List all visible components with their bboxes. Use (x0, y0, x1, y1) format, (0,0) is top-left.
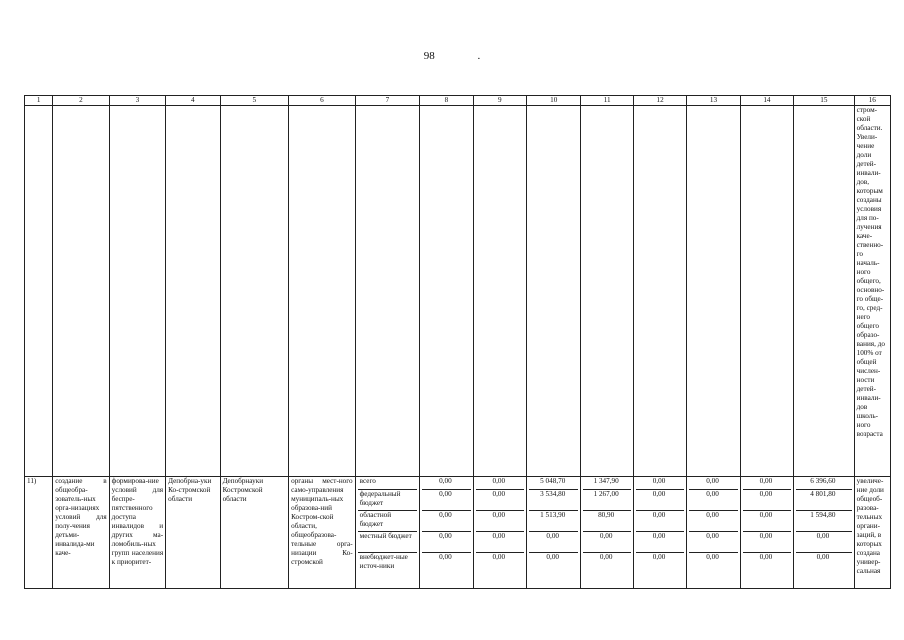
row-11-responsible: Депобрна-уки Ко-стромской области (166, 477, 220, 589)
value-cell: 0,00 (422, 477, 470, 490)
row-11-sources (355, 477, 420, 589)
value-cell: 0,00 (636, 532, 684, 553)
value-cell: 0,00 (743, 490, 791, 511)
cont-cell-2 (53, 106, 109, 477)
value-cell: 0,00 (689, 477, 737, 490)
cont-cell-13 (687, 106, 740, 477)
value-cell: 1 347,90 (583, 477, 630, 490)
row-11-result: увеличе- ние доли общеоб- разова- тельных органи- заций, в которых создана универ- сальная (854, 477, 890, 589)
value-cell: 0,00 (816, 552, 830, 561)
cont-cell-9 (473, 106, 526, 477)
value-cell: 0,00 (636, 477, 684, 490)
row-11-col14 (740, 477, 793, 589)
row-11-col8 (420, 477, 473, 589)
source-total: всего (358, 477, 418, 490)
cont-cell-8 (420, 106, 473, 477)
program-table (24, 95, 891, 589)
value-cell: 0,00 (689, 532, 737, 553)
cont-cell-15 (794, 106, 854, 477)
row-11-col15 (794, 477, 854, 589)
header-row (25, 96, 891, 106)
value-cell: 4 801,80 (796, 490, 851, 511)
cont-cell-11 (581, 106, 633, 477)
row-11-col9 (473, 477, 526, 589)
value-cell: 0,00 (636, 490, 684, 511)
row-11-number: 11) (25, 477, 53, 589)
value-cell: 0,00 (439, 552, 452, 561)
value-cell: 0,00 (706, 552, 719, 561)
header-col-8: 8 (420, 96, 473, 106)
value-cell: 0,00 (689, 490, 737, 511)
row-11-col12 (633, 477, 686, 589)
value-cell: 1 594,80 (796, 511, 851, 532)
row-11-participants: органы мест-ного само-управления муниципаль-ных образова-ний Костром-ской области, общеобразова-тельные орга-низации Ко-стромской (289, 477, 356, 589)
header-col-4: 4 (166, 96, 220, 106)
page-number-text: 98 (423, 50, 435, 62)
value-cell: 0,00 (492, 552, 506, 561)
value-cell: 5 048,70 (529, 477, 578, 490)
continuation-row (25, 106, 891, 477)
cont-cell-4 (166, 106, 220, 477)
header-col-7: 7 (355, 96, 420, 106)
value-cell: 0,00 (743, 511, 791, 532)
header-col-6: 6 (289, 96, 356, 106)
value-cell: 0,00 (476, 511, 524, 532)
value-cell: 0,00 (546, 552, 559, 561)
source-regional: областной бюджет (358, 511, 418, 532)
header-col-16: 16 (854, 96, 890, 106)
page-number (0, 50, 904, 62)
value-cell: 0,00 (796, 532, 851, 553)
value-cell: 0,00 (476, 532, 524, 553)
header-col-11: 11 (581, 96, 633, 106)
row-11-col11 (581, 477, 633, 589)
value-cell: 6 396,60 (796, 477, 851, 490)
value-cell: 0,00 (476, 477, 524, 490)
cont-cell-10 (527, 106, 581, 477)
cont-result-text: стром- ской области. Увели- чение доли детей- инвали- дов, которым созданы условия для по- лучения каче- ственно- го началь- ного общего, основно- го обще- го, сред- него общего образо- вания, до 100% от общей числен- ности детей- инвали- дов школь- ного возраста (854, 106, 890, 477)
source-extrabudget: внебюджет-ные источ-ники (359, 552, 408, 570)
value-cell: 0,00 (743, 532, 791, 553)
value-cell: 0,00 (422, 490, 470, 511)
value-cell: 0,00 (422, 511, 470, 532)
value-cell: 0,00 (422, 532, 470, 553)
value-cell: 0,00 (476, 490, 524, 511)
value-cell: 0,00 (652, 552, 666, 561)
row-11-col13 (687, 477, 740, 589)
header-col-1: 1 (25, 96, 53, 106)
value-cell: 3 534,80 (529, 490, 578, 511)
source-local: местный бюджет (358, 532, 418, 553)
cont-cell-3 (109, 106, 165, 477)
source-federal: федеральный бюджет (358, 490, 418, 511)
value-cell: 1 513,90 (529, 511, 578, 532)
row-11-measure: формирова-ние условий для беспре-пятственного доступа инвалидов и других ма-ломобиль-ных групп населения к приоритет- (109, 477, 165, 589)
row-11-col10 (527, 477, 581, 589)
value-cell: 0,00 (529, 532, 578, 553)
row-11 (25, 477, 891, 589)
value-cell: 1 267,00 (583, 490, 630, 511)
header-col-15: 15 (794, 96, 854, 106)
value-cell: 0,00 (689, 511, 737, 532)
header-col-5: 5 (220, 96, 289, 106)
cont-cell-1 (25, 106, 53, 477)
row-11-task: создание в общеобра-зователь-ных орга-низациях условий для полу-чения детьми-инвалида-ми каче- (53, 477, 109, 589)
cont-cell-5 (220, 106, 289, 477)
value-cell: 0,00 (599, 552, 613, 561)
header-col-14: 14 (740, 96, 793, 106)
cont-cell-12 (633, 106, 686, 477)
header-col-2: 2 (53, 96, 109, 106)
header-col-12: 12 (633, 96, 686, 106)
cont-cell-7 (355, 106, 420, 477)
header-col-10: 10 (527, 96, 581, 106)
value-cell: 0,00 (583, 532, 630, 553)
value-cell: 80,90 (583, 511, 630, 532)
value-cell: 0,00 (759, 552, 773, 561)
header-col-3: 3 (109, 96, 165, 106)
row-11-coexecutor: Депобрнауки Костромской области (220, 477, 289, 589)
header-col-9: 9 (473, 96, 526, 106)
cont-cell-6 (289, 106, 356, 477)
value-cell: 0,00 (636, 511, 684, 532)
cont-cell-14 (740, 106, 793, 477)
stray-mark: . (477, 50, 481, 62)
header-col-13: 13 (687, 96, 740, 106)
value-cell: 0,00 (743, 477, 791, 490)
